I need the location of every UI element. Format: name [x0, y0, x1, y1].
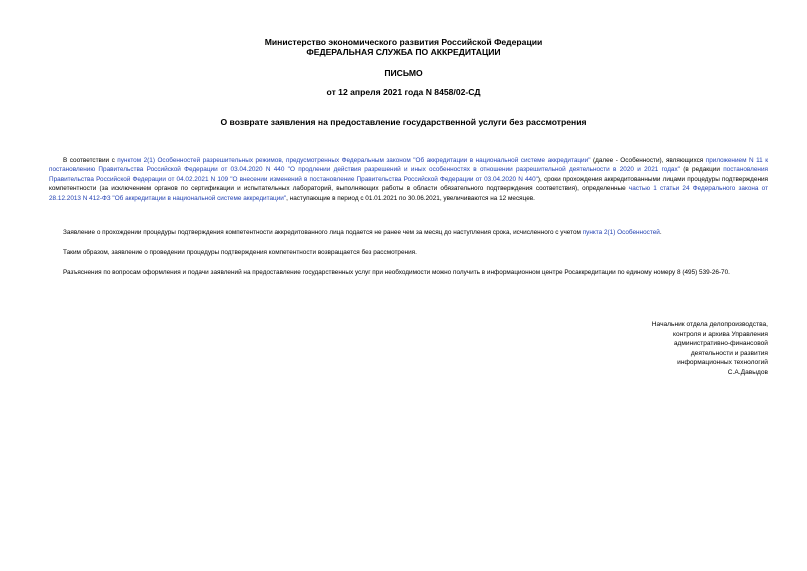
- service-title: ФЕДЕРАЛЬНАЯ СЛУЖБА ПО АККРЕДИТАЦИИ: [306, 47, 501, 57]
- document-subject: О возврате заявления на предоставление государственной услуги без рассмотрения: [220, 117, 587, 127]
- signature-line-3: административно-финансовой: [673, 340, 768, 348]
- p2-text-1: Заявление о прохождении процедуры подтверждения компетентности аккредитованного лица подается не ранее чем за месяц до наступления срока, исчисленного с учетом: [63, 229, 583, 236]
- p1-text-5: , наступающие в период с 01.01.2021 по 30.06.2021, увеличиваются на 12 месяцев.: [286, 194, 535, 202]
- signatory-name: С.А.Давыдов: [727, 368, 768, 376]
- paragraph-3: [49, 248, 768, 257]
- link-chast-1-statya-24[interactable]: частью 1 статьи 24 Федерального закона от 28.12.2013 N 412-ФЗ "Об аккредитации в национальной системе аккредитации": [49, 185, 768, 202]
- link-postanovlenie-109[interactable]: постановления Правительства Российской Федерации от 04.02.2021 N 109 "О внесении изменений в постановление Правительства Российской Федерации от 03.04.2020 N 440": [49, 166, 768, 183]
- p2-text-2: .: [659, 229, 662, 236]
- link-prilozhenie-11[interactable]: приложением N 11 к постановлению Правительства Российской Федерации от 03.04.2020 N 440 "О продлении действия разрешений и иных особенностях в отношении разрешительной деятельности в 2020 и 2021 годах": [49, 157, 768, 174]
- document-type: ПИСЬМО: [384, 68, 423, 78]
- p4-text: Разъяснения по вопросам оформления и подачи заявлений на предоставление государственных услуг при необходимости можно получить в информационном центре Росаккредитации по единому номеру 8 (495) 539-26-70.: [63, 269, 730, 276]
- ministry-title: Министерство экономического развития Российской Федерации: [264, 37, 543, 47]
- signature-line-5: информационных технологий: [677, 359, 768, 367]
- p1-text-4: ), сроки прохождения аккредитованными лицами процедуры подтверждения компетентности (за исключением органов по сертификации и испытательных лабораторий, выполняющих работы в области обязательного подтверждения соответствия), определенные: [49, 175, 769, 193]
- p1-text-3: (в редакции: [679, 166, 724, 174]
- paragraph-1: [49, 156, 768, 203]
- signature-line-1: Начальник отдела делопроизводства,: [651, 321, 768, 328]
- paragraph-4: [49, 268, 768, 277]
- p3-text: Таким образом, заявление о проведении процедуры подтверждения компетентности возвращается без рассмотрения.: [63, 249, 417, 256]
- signature-line-2: контроля и архива Управления: [673, 330, 768, 338]
- link-punkt-2-1-osobennostey[interactable]: пункта 2(1) Особенностей: [582, 229, 660, 236]
- signature-block: [560, 320, 768, 378]
- p1-text-1: В соответствии с: [63, 157, 118, 164]
- signature-line-4: деятельности и развития: [690, 349, 768, 357]
- p1-text-2: (далее - Особенности), являющихся: [590, 157, 706, 164]
- document-date-number: от 12 апреля 2021 года N 8458/02-СД: [326, 87, 481, 97]
- paragraph-2: [49, 228, 768, 237]
- link-punkt-2-1[interactable]: пунктом 2(1) Особенностей разрешительных режимов, предусмотренных Федеральным законом "Об аккредитации в национальной системе аккредитации": [117, 157, 591, 164]
